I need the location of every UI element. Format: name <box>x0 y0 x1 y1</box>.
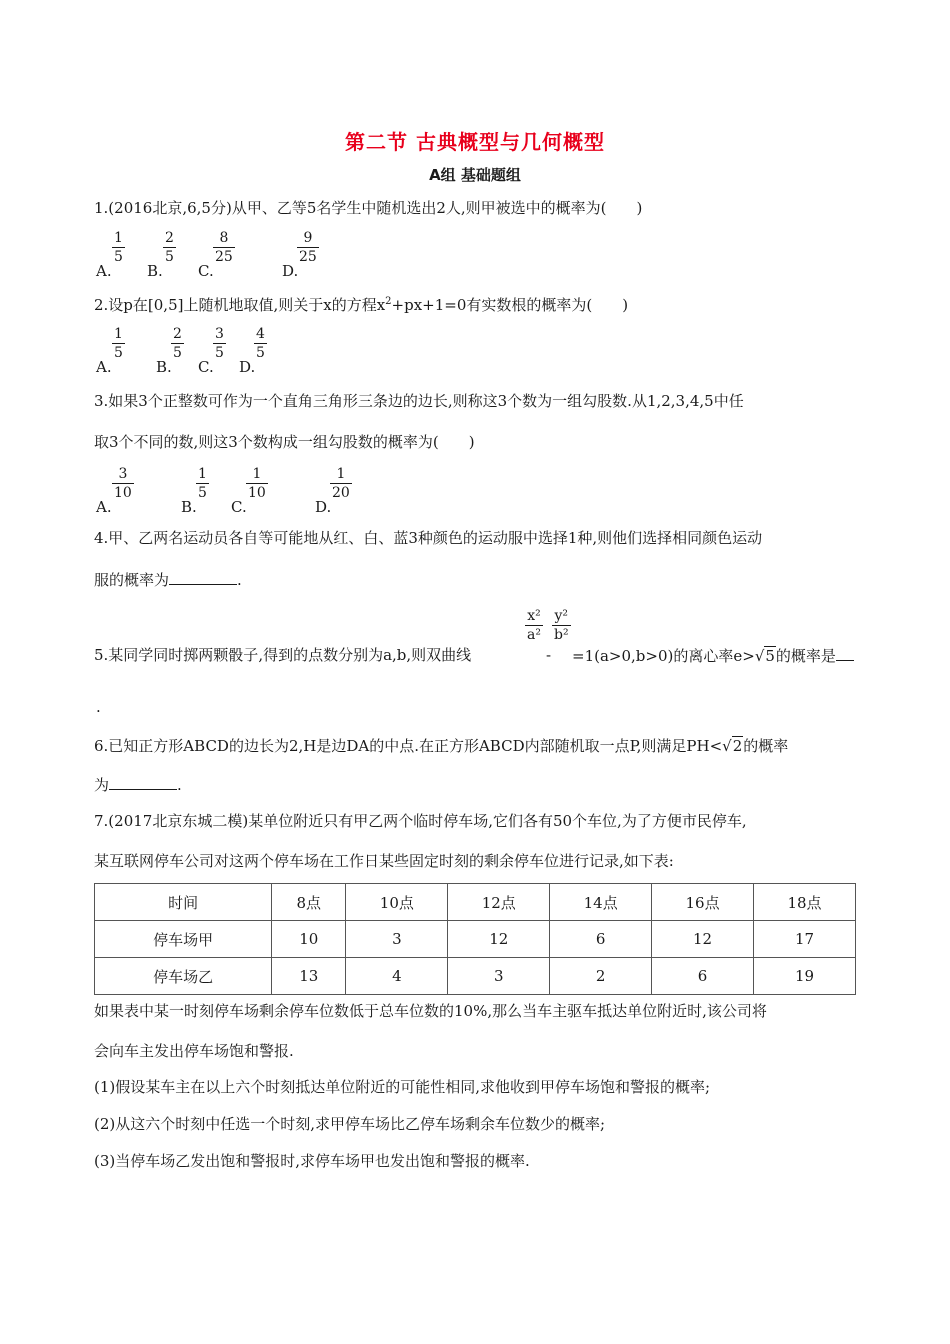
minus-sign: - <box>546 646 552 664</box>
answer-blank[interactable] <box>169 570 237 585</box>
table-cell: 13 <box>272 958 346 995</box>
question-5-line-2: . <box>96 698 101 716</box>
option-fraction: 1 10 <box>248 466 266 501</box>
table-header-cell: 16点 <box>652 884 754 921</box>
option-fraction: 1 5 <box>114 230 123 265</box>
table-header-cell: 时间 <box>95 884 272 921</box>
option-label[interactable]: D. <box>239 358 256 376</box>
option-fraction: 2 5 <box>173 326 182 361</box>
table-row <box>95 921 856 958</box>
table-header-cell: 8点 <box>272 884 346 921</box>
question-7-after-line-2: 会向车主发出停车场饱和警报. <box>94 1042 294 1060</box>
answer-blank[interactable] <box>836 646 854 661</box>
option-fraction: 1 5 <box>198 466 207 501</box>
table-cell: 10 <box>272 921 346 958</box>
option-label[interactable]: C. <box>231 498 247 516</box>
option-fraction: 1 20 <box>332 466 350 501</box>
table-cell: 2 <box>550 958 652 995</box>
table-header-cell: 18点 <box>754 884 856 921</box>
option-label[interactable]: C. <box>198 358 214 376</box>
option-label[interactable]: B. <box>181 498 197 516</box>
option-fraction: 3 5 <box>215 326 224 361</box>
sqrt-expression: √2 <box>722 737 743 755</box>
table-cell: 12 <box>652 921 754 958</box>
question-5-condition: =1(a>0,b>0)的离心率e>√5的概率是 <box>572 646 854 665</box>
option-label[interactable]: A. <box>96 358 112 376</box>
option-label[interactable]: A. <box>96 262 112 280</box>
question-6-line-1: 6.已知正方形ABCD的边长为2,H是边DA的中点.在正方形ABCD内部随机取一点P,则满足PH<√2的概率 <box>94 737 789 755</box>
question-2-stem: 2.设p在[0,5]上随机地取值,则关于x的方程$x^2+px+1=0$有实数根的概率为( ) <box>94 296 629 314</box>
option-fraction: 4 5 <box>256 326 265 361</box>
question-5-text: 5.某同学同时掷两颗骰子,得到的点数分别为a,b,则双曲线 <box>94 646 472 664</box>
question-4-line-2: 服的概率为 . <box>94 571 242 589</box>
table-cell: 17 <box>754 921 856 958</box>
table-header-cell: 10点 <box>346 884 448 921</box>
table-cell: 6 <box>550 921 652 958</box>
table-cell: 12 <box>448 921 550 958</box>
hyperbola-fraction-x: x² a² <box>527 608 541 643</box>
table-header-cell: 14点 <box>550 884 652 921</box>
question-7-sub-3: (3)当停车场乙发出饱和警报时,求停车场甲也发出饱和警报的概率. <box>94 1152 530 1170</box>
option-label[interactable]: D. <box>282 262 299 280</box>
section-subtitle: A组 基础题组 <box>429 166 521 184</box>
hyperbola-fraction-y: y² b² <box>554 608 569 643</box>
question-3-line-2: 取3个不同的数,则这3个数构成一组勾股数的概率为( ) <box>94 433 475 451</box>
table-row <box>95 958 856 995</box>
answer-blank[interactable] <box>109 775 177 790</box>
option-label[interactable]: B. <box>147 262 163 280</box>
option-label[interactable]: A. <box>96 498 112 516</box>
option-fraction: 9 25 <box>299 230 317 265</box>
option-label[interactable]: B. <box>156 358 172 376</box>
table-cell: 19 <box>754 958 856 995</box>
question-7-line-1: 7.(2017北京东城二模)某单位附近只有甲乙两个临时停车场,它们各有50个车位,为了方便市民停车, <box>94 812 747 830</box>
sqrt-expression: √5 <box>754 647 775 665</box>
parking-table <box>94 883 856 995</box>
table-cell: 3 <box>346 921 448 958</box>
question-4-line-1: 4.甲、乙两名运动员各自等可能地从红、白、蓝3种颜色的运动服中选择1种,则他们选择相同颜色运动 <box>94 529 763 547</box>
question-3-line-1: 3.如果3个正整数可作为一个直角三角形三条边的边长,则称这3个数为一组勾股数.从1,2,3,4,5中任 <box>94 392 744 410</box>
table-cell: 停车场乙 <box>95 958 272 995</box>
option-fraction: 3 10 <box>114 466 132 501</box>
option-fraction: 1 5 <box>114 326 123 361</box>
table-cell: 停车场甲 <box>95 921 272 958</box>
question-7-sub-2: (2)从这六个时刻中任选一个时刻,求甲停车场比乙停车场剩余车位数少的概率; <box>94 1115 606 1133</box>
page-title: 第二节 古典概型与几何概型 <box>345 130 605 154</box>
table-cell: 4 <box>346 958 448 995</box>
table-cell: 3 <box>448 958 550 995</box>
option-label[interactable]: D. <box>315 498 332 516</box>
question-7-after-line-1: 如果表中某一时刻停车场剩余停车位数低于总车位数的10%,那么当车主驱车抵达单位附近时,该公司将 <box>94 1002 767 1020</box>
table-header-cell: 12点 <box>448 884 550 921</box>
option-fraction: 2 5 <box>165 230 174 265</box>
question-1-stem: 1.(2016北京,6,5分)从甲、乙等5名学生中随机选出2人,则甲被选中的概率为( ) <box>94 199 643 217</box>
question-7-sub-1: (1)假设某车主在以上六个时刻抵达单位附近的可能性相同,求他收到甲停车场饱和警报的概率; <box>94 1078 711 1096</box>
table-cell: 6 <box>652 958 754 995</box>
option-fraction: 8 25 <box>215 230 233 265</box>
question-7-line-2: 某互联网停车公司对这两个停车场在工作日某些固定时刻的剩余停车位进行记录,如下表: <box>94 852 674 870</box>
question-6-line-2: 为 . <box>94 776 182 794</box>
option-label[interactable]: C. <box>198 262 214 280</box>
table-header-row <box>95 884 856 921</box>
